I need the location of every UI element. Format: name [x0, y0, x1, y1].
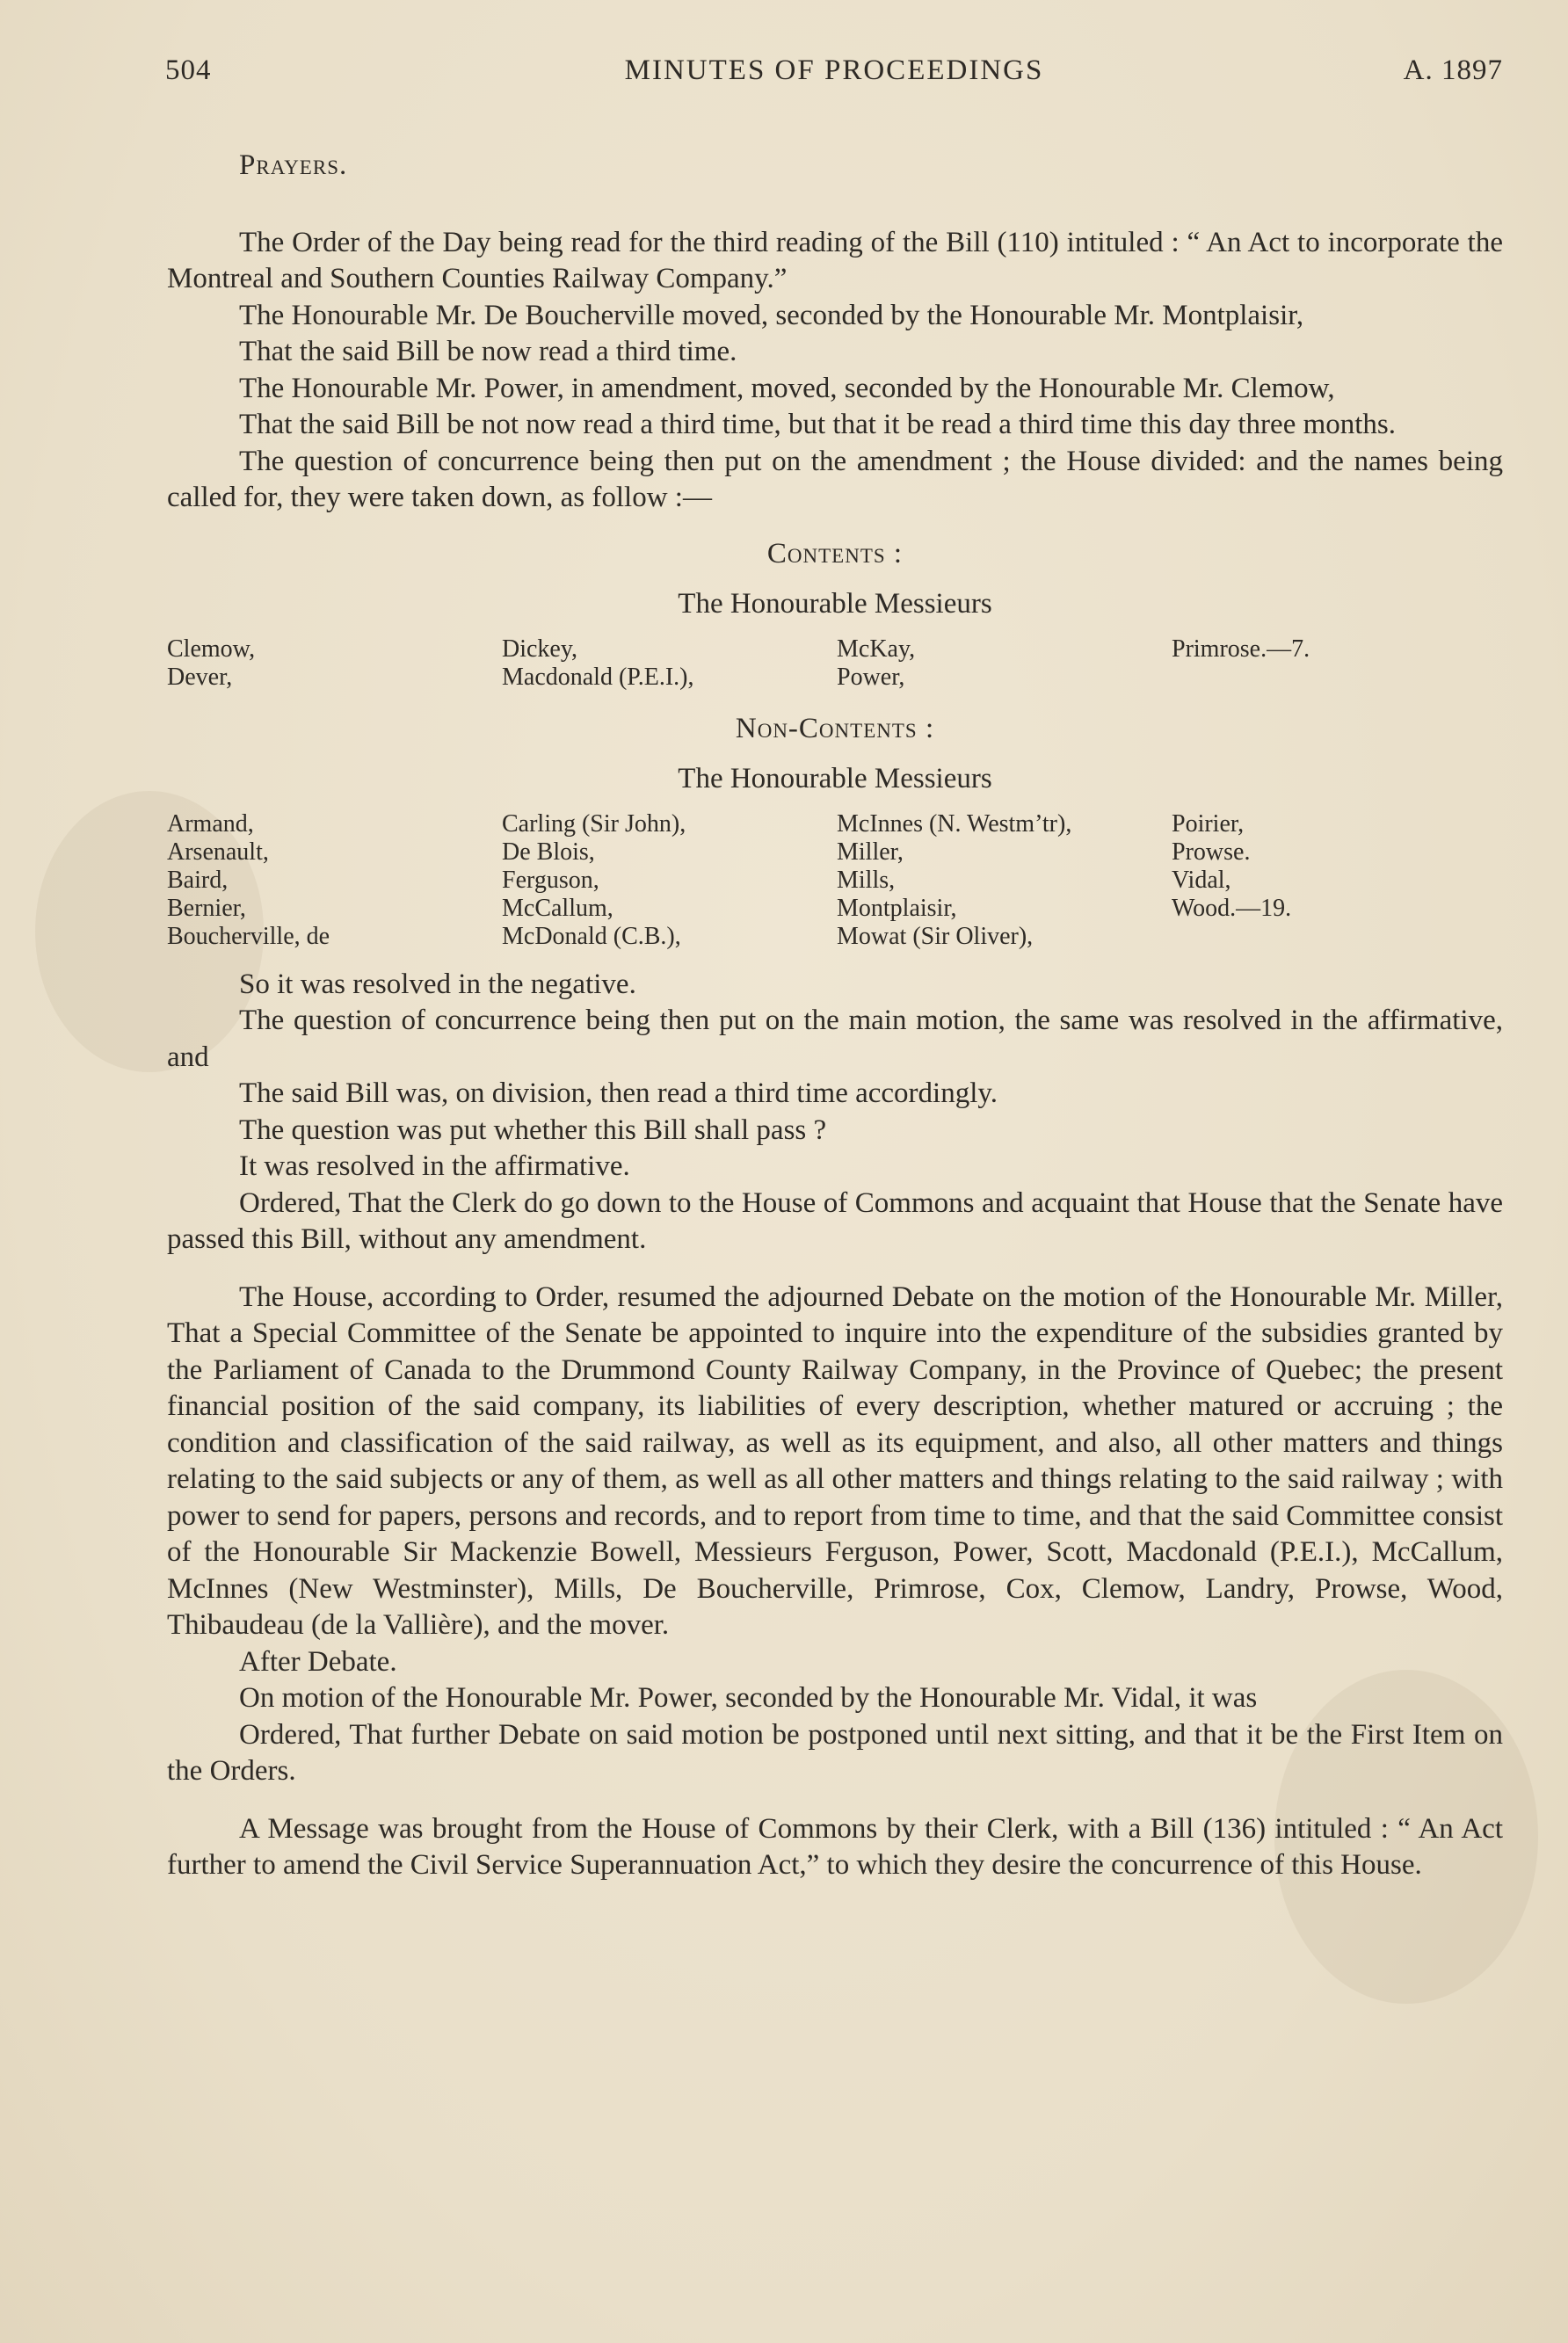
senator-name: Miller,: [837, 838, 904, 866]
section-gap: [167, 1790, 1503, 1811]
senator-name: Baird,: [167, 866, 229, 894]
senator-name: Ferguson,: [502, 866, 599, 894]
senator-name: Dever,: [167, 663, 233, 691]
document-body: [167, 148, 1503, 1884]
paragraph: The question of concurrence being then put on the main motion, the same was resolved in the affirmative, and: [167, 1005, 1503, 1073]
senator-name: McKay,: [837, 635, 916, 663]
contents-subheading: The Honourable Messieurs: [678, 588, 992, 620]
paragraph: Ordered, That further Debate on said motion be postponed until next sitting, and that it be the First Item on the Orders.: [167, 1718, 1503, 1787]
page-number: 504: [165, 54, 212, 86]
senator-name: Prowse.: [1172, 838, 1251, 866]
senator-name: Armand,: [167, 809, 254, 838]
paragraph: The question was put whether this Bill shall pass ?: [239, 1113, 827, 1146]
senator-name: Primrose.—7.: [1172, 635, 1310, 663]
paragraph: So it was resolved in the negative.: [239, 968, 636, 1000]
senator-name: Mowat (Sir Oliver),: [837, 922, 1034, 950]
senator-name: Macdonald (P.E.I.),: [502, 663, 694, 691]
senator-name: Bernier,: [167, 894, 246, 922]
prayers-heading: Prayers.: [239, 149, 348, 181]
paragraph: The Honourable Mr. Power, in amendment, moved, seconded by the Honourable Mr. Clemow,: [239, 372, 1335, 404]
senator-name: Vidal,: [1172, 866, 1231, 894]
senator-name: Dickey,: [502, 635, 578, 663]
contents-heading: Contents :: [766, 537, 904, 569]
senator-name: Power,: [837, 663, 905, 691]
message-section: [167, 1811, 1503, 1884]
header-title: MINUTES OF PROCEEDINGS: [624, 54, 1044, 86]
contents-names: [167, 635, 1503, 692]
paragraph: It was resolved in the affirmative.: [239, 1150, 630, 1182]
senator-name: McInnes (N. Westm’tr),: [837, 809, 1072, 838]
senator-name: McDonald (C.B.),: [502, 922, 681, 950]
senator-name: [1172, 923, 1503, 951]
senator-name: Boucherville, de: [167, 922, 330, 950]
paragraph: That the said Bill be not now read a third time, but that it be read a third time this day three months.: [239, 409, 1397, 440]
paragraph: After Debate.: [239, 1645, 397, 1678]
debate-section: [167, 1280, 1503, 1790]
section-gap: [167, 1259, 1503, 1280]
senator-name: Poirier,: [1172, 809, 1245, 838]
paragraph: That the said Bill be now read a third time.: [239, 336, 737, 367]
paragraph: The House, according to Order, resumed the adjourned Debate on the motion of the Honourable Mr. Miller, That a Special Committee of the Senate be appointed to inquire into the expenditure of the subsidies granted by the Parliament of Canada to the Drummond County Railway Company, in the Province of Quebec; the present financial position of the said company, its liabilities of every description, whether matured or accruing ; the condition and classification of the said railway, as well as its equipment, and also, all other matters and things relating to the said subjects or any of them, as well as all other matters and things relating to the said railway ; with power to send for papers, persons and records, and to report from time to time, and that the said Committee consist of the Honourable Sir Mackenzie Bowell, Messieurs Ferguson, Power, Scott, Macdonald (P.E.I.), McCallum, McInnes (New Westminster), Mills, De Boucherville, Primrose, Cox, Clemow, Landry, Prowse, Wood, Thibaudeau (de la Vallière), and the mover.: [167, 1280, 1503, 1641]
senator-name: Montplaisir,: [837, 894, 957, 922]
non-contents-names: [167, 810, 1503, 951]
senator-name: Wood.—19.: [1172, 894, 1292, 922]
senator-name: [1172, 664, 1503, 692]
non-contents-subheading: The Honourable Messieurs: [678, 763, 992, 794]
senator-name: McCallum,: [502, 894, 613, 922]
senator-name: Mills,: [837, 866, 896, 894]
senator-name: Carling (Sir John),: [502, 809, 686, 838]
paragraph: The said Bill was, on division, then read a third time accordingly.: [239, 1077, 998, 1109]
senator-name: Arsenault,: [167, 838, 269, 866]
non-contents-heading: Non-Contents :: [735, 712, 935, 744]
paragraph: The Honourable Mr. De Boucherville moved, seconded by the Honourable Mr. Montplaisir,: [239, 299, 1304, 331]
header-year: A. 1897: [1403, 54, 1503, 86]
paragraph: Ordered, That the Clerk do go down to the House of Commons and acquaint that House that the Senate have passed this Bill, without any amendment.: [167, 1186, 1503, 1255]
running-header: [165, 54, 1503, 90]
paragraph: On motion of the Honourable Mr. Power, seconded by the Honourable Mr. Vidal, it was: [239, 1682, 1258, 1714]
paragraph: The Order of the Day being read for the third reading of the Bill (110) intituled : “ An Act to incorporate the Montreal and Southern Counties Railway Company.”: [167, 226, 1503, 294]
senator-name: Clemow,: [167, 635, 256, 663]
paragraph: A Message was brought from the House of Commons by their Clerk, with a Bill (136) intituled : “ An Act further to amend the Civil Service Superannuation Act,” to which they desire the concurrence of this House.: [167, 1812, 1503, 1881]
paragraph: The question of concurrence being then put on the amendment ; the House divided: and the names being called for, they were taken down, as follow :—: [167, 445, 1503, 513]
bill-110-section: [167, 225, 1503, 517]
division-result-section: [167, 967, 1503, 1259]
senator-name: De Blois,: [502, 838, 595, 866]
